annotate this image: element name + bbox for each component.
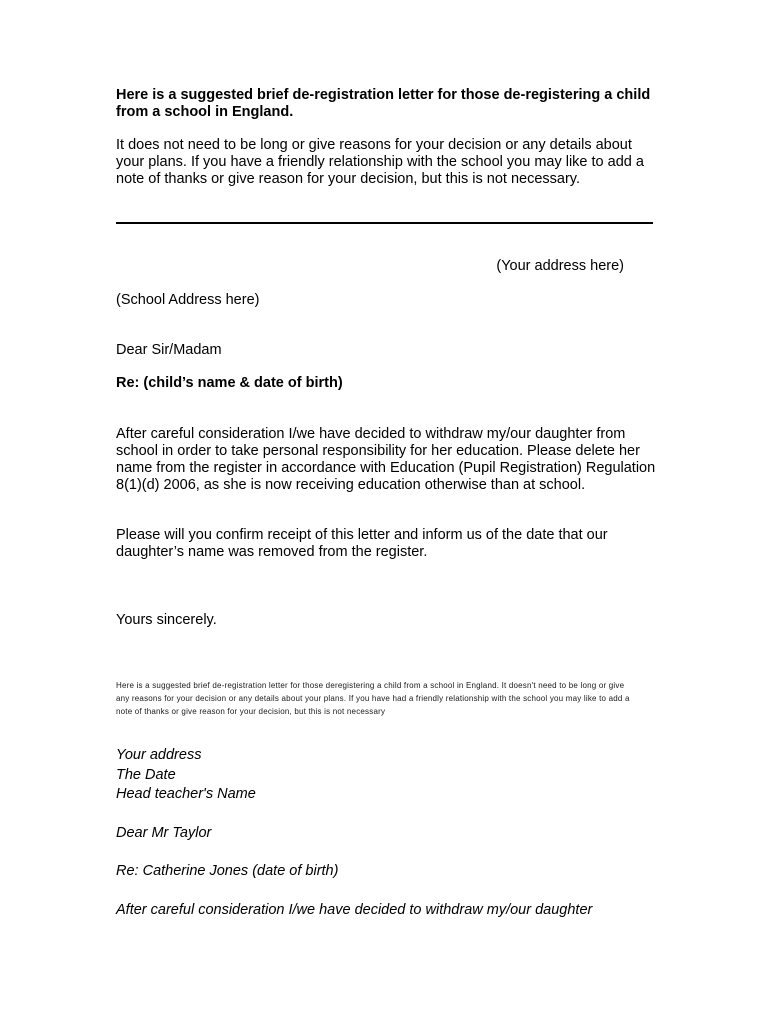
small-print-note: Here is a suggested brief de-registration letter for those deregistering a child from a school in England. It doesn't need to be long or give any reasons for your decision or any details about your plans. If you have had a friendly relationship with the school you may like to add a note of thanks or give reason for your decision, but this is not necessary bbox=[116, 681, 630, 716]
school-address-placeholder: (School Address here) bbox=[116, 292, 260, 308]
letter-closing: Yours sincerely. bbox=[116, 612, 217, 628]
sender-address-placeholder: (Your address here) bbox=[496, 258, 624, 274]
example-address-block bbox=[116, 746, 256, 805]
example-subject-line: Re: Catherine Jones (date of birth) bbox=[116, 863, 339, 879]
letter-paragraph-1: After careful consideration I/we have decided to withdraw my/our daughter from school in order to take personal responsibility for her education. Please delete her name from the register in accordance with Education (Pupil Registration) Regulation 8(1)(d) 2006, as she is now receiving education otherwise than at school. bbox=[116, 426, 656, 493]
example-address-line: Your address bbox=[116, 747, 202, 763]
example-salutation: Dear Mr Taylor bbox=[116, 825, 212, 841]
example-headteacher-line: Head teacher's Name bbox=[116, 786, 256, 802]
example-date-line: The Date bbox=[116, 766, 176, 783]
subject-line: Re: (child’s name & date of birth) bbox=[116, 375, 343, 391]
horizontal-divider bbox=[116, 222, 653, 224]
intro-paragraph: It does not need to be long or give reasons for your decision or any details about your plans. If you have a friendly relationship with the school you may like to add a note of thanks or give reason for your decision, but this is not necessary. bbox=[116, 137, 644, 187]
letter-paragraph-2: Please will you confirm receipt of this letter and inform us of the date that our daughter’s name was removed from the register. bbox=[116, 527, 608, 560]
example-paragraph-start: After careful consideration I/we have decided to withdraw my/our daughter bbox=[116, 902, 593, 918]
salutation: Dear Sir/Madam bbox=[116, 342, 222, 358]
intro-heading: Here is a suggested brief de-registration letter for those de-registering a child from a school in England. bbox=[116, 87, 651, 120]
